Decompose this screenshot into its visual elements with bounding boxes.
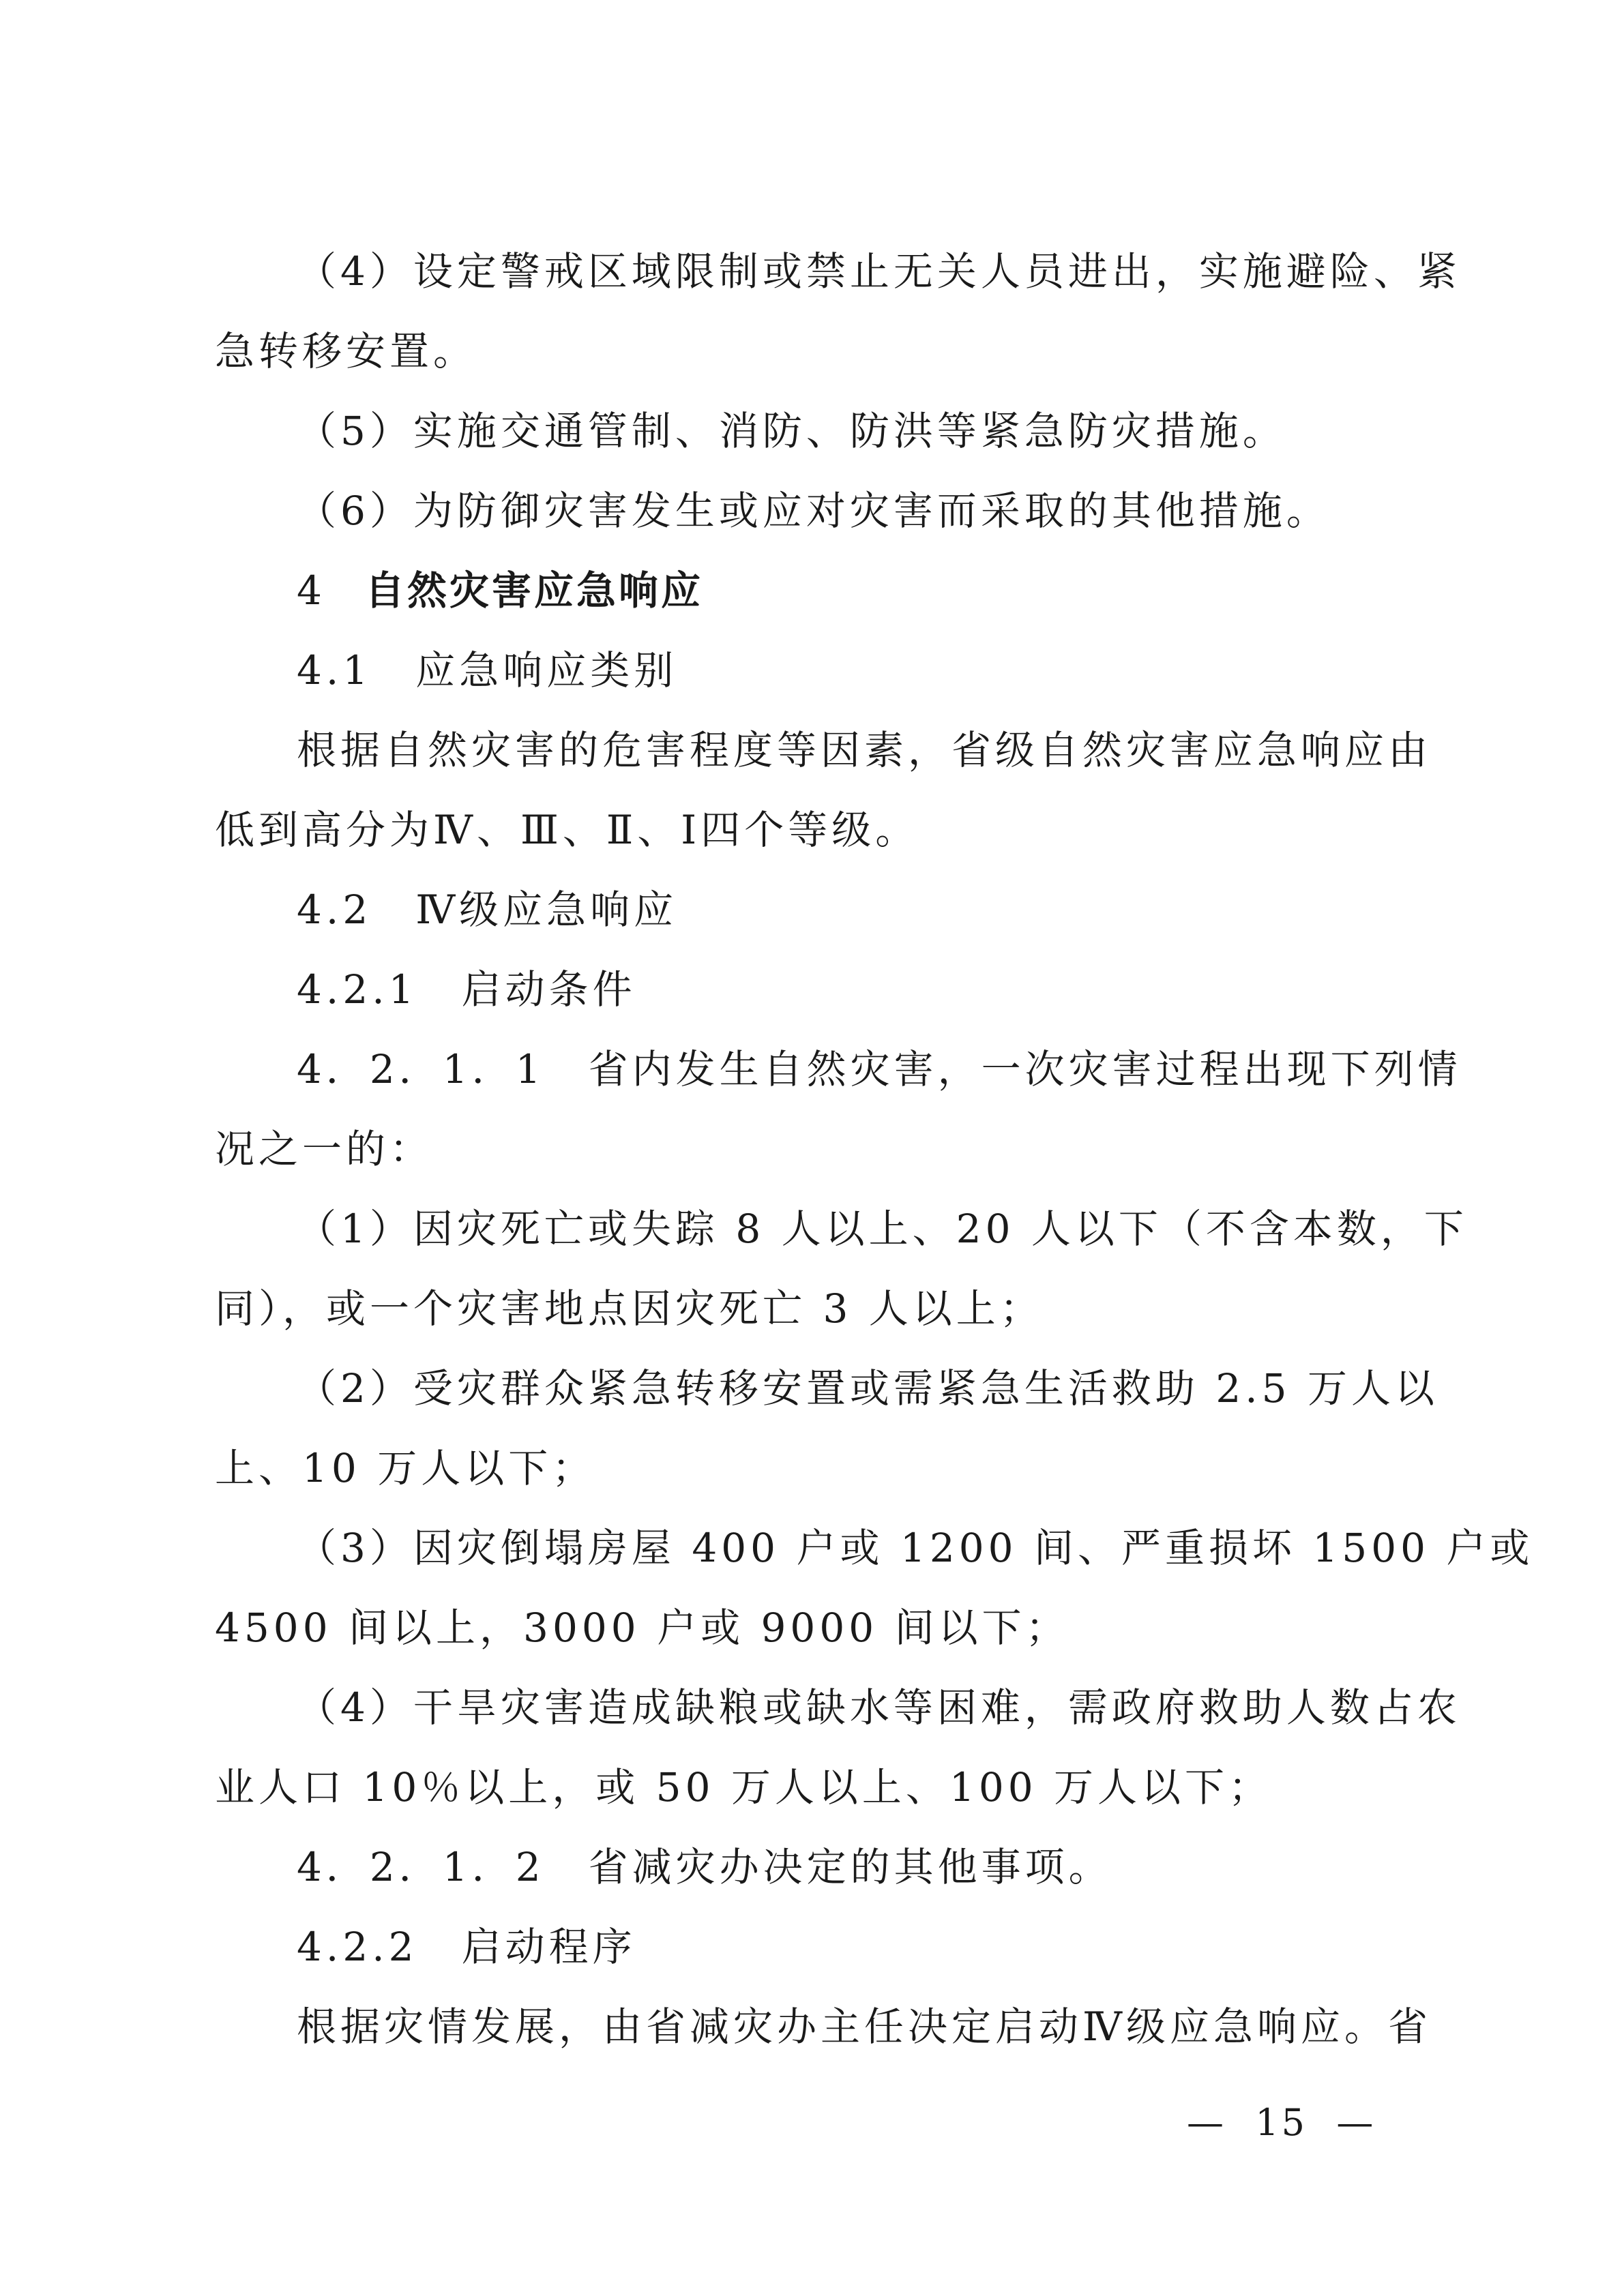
list-item-line: （2）受灾群众紧急转移安置或需紧急生活救助 2.5 万人以 — [297, 1365, 1439, 1412]
section-title: 自然灾害应急响应 — [365, 567, 704, 614]
paragraph-line: （6）为防御灾害发生或应对灾害而采取的其他措施。 — [297, 488, 1330, 534]
subsection-heading: 4.2.1 启动条件 — [297, 966, 636, 1013]
paragraph-line: 低到高分为Ⅳ、Ⅲ、Ⅱ、Ⅰ四个等级。 — [215, 807, 919, 853]
list-item-line: 业人口 10％以上，或 50 万人以上、100 万人以下； — [215, 1764, 1273, 1810]
paragraph-line: 4．2．1．1 省内发生自然灾害，一次灾害过程出现下列情 — [297, 1046, 1462, 1092]
list-item-line: 同），或一个灾害地点因灾死亡 3 人以上； — [215, 1285, 1044, 1332]
paragraph-line: （5）实施交通管制、消防、防洪等紧急防灾措施。 — [297, 408, 1286, 454]
page-number: — 15 — — [1187, 2101, 1376, 2144]
section-heading — [297, 563, 1415, 618]
list-item-line: （1）因灾死亡或失踪 8 人以上、20 人以下（不含本数，下 — [297, 1206, 1468, 1252]
list-item-line: （4）干旱灾害造成缺粮或缺水等困难，需政府救助人数占农 — [297, 1684, 1461, 1731]
subsection-heading: 4.2 Ⅳ级应急响应 — [297, 886, 678, 933]
paragraph-line: 况之一的： — [215, 1126, 434, 1172]
subsection-heading: 4.2.2 启动程序 — [297, 1924, 636, 1970]
paragraph-line: 4．2．1．2 省减灾办决定的其他事项。 — [297, 1844, 1112, 1890]
subsection-heading: 4.1 应急响应类别 — [297, 647, 678, 694]
section-number: 4 — [297, 567, 325, 614]
paragraph-line: 根据自然灾害的危害程度等因素，省级自然灾害应急响应由 — [297, 727, 1432, 773]
paragraph-line: （4）设定警戒区域限制或禁止无关人员进出，实施避险、紧 — [297, 248, 1461, 295]
paragraph-line: 急转移安置。 — [215, 328, 477, 374]
list-item-line: 4500 间以上，3000 户或 9000 间以下； — [215, 1605, 1069, 1651]
list-item-line: （3）因灾倒塌房屋 400 户或 1200 间、严重损坏 1500 户或 — [297, 1525, 1534, 1571]
paragraph-line: 根据灾情发展，由省减灾办主任决定启动Ⅳ级应急响应。省 — [297, 2003, 1432, 2050]
list-item-line: 上、10 万人以下； — [215, 1445, 596, 1491]
